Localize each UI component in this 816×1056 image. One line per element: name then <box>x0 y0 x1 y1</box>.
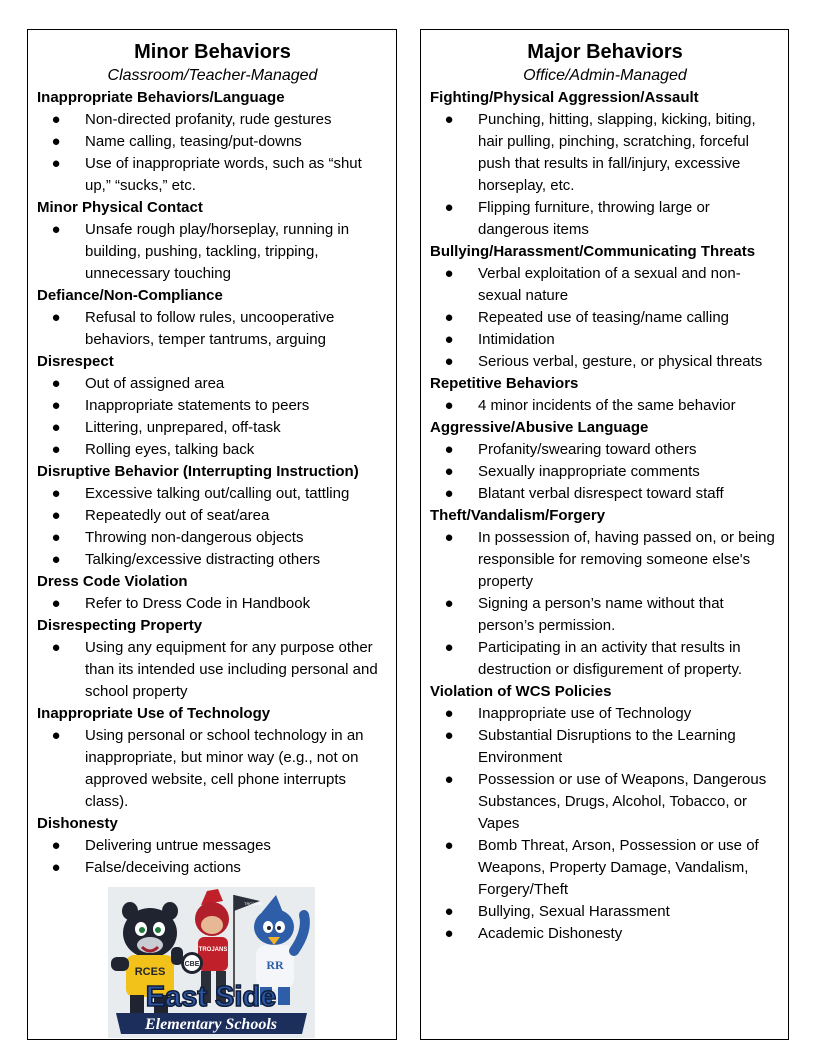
list-item-text: Bomb Threat, Arson, Possession or use of Weapons, Property Damage, Vandalism, Forgery/Theft <box>478 837 759 898</box>
list-item-text: Inappropriate statements to peers <box>85 397 310 414</box>
bullet-icon: ● <box>51 111 61 128</box>
behavior-list <box>430 527 780 681</box>
list-item-text: Rolling eyes, talking back <box>85 441 255 458</box>
list-item <box>430 329 780 351</box>
list-item-text: Blatant verbal disrespect toward staff <box>478 485 724 502</box>
section-heading: Minor Physical Contact <box>37 199 203 216</box>
list-item-text: Unsafe rough play/horseplay, running in building, pushing, tackling, tripping, unnecessary touching <box>85 221 350 282</box>
bullet-icon: ● <box>444 727 454 744</box>
list-item-text: Bullying, Sexual Harassment <box>478 903 670 920</box>
list-item <box>430 395 780 417</box>
column-subtitle: Classroom/Teacher-Managed <box>107 67 318 84</box>
east-side-logo <box>108 887 315 1038</box>
behavior-list <box>37 219 388 285</box>
behavior-list <box>430 263 780 373</box>
list-item <box>37 131 388 153</box>
behavior-list <box>430 395 780 417</box>
section-heading: Inappropriate Behaviors/Language <box>37 89 285 106</box>
section-heading: Violation of WCS Policies <box>430 683 612 700</box>
list-item-text: Non-directed profanity, rude gestures <box>85 111 332 128</box>
list-item <box>430 769 780 835</box>
behavior-list <box>37 307 388 351</box>
section-list <box>37 87 388 879</box>
list-item-text: Refusal to follow rules, uncooperative behaviors, temper tantrums, arguing <box>85 309 335 348</box>
list-item <box>430 725 780 769</box>
list-item-text: Possession or use of Weapons, Dangerous Substances, Drugs, Alcohol, Tobacco, or Vapes <box>478 771 767 832</box>
list-item-text: Participating in an activity that results in destruction or disfigurement of property. <box>478 639 743 678</box>
svg-text:TROJANS: TROJANS <box>198 947 228 953</box>
list-item <box>37 593 388 615</box>
bullet-icon: ● <box>444 837 454 854</box>
behavior-list <box>430 439 780 505</box>
bullet-icon: ● <box>51 221 61 238</box>
bullet-icon: ● <box>51 529 61 546</box>
behavior-list <box>37 725 388 813</box>
bullet-icon: ● <box>51 859 61 876</box>
bullet-icon: ● <box>444 265 454 282</box>
list-item <box>430 483 780 505</box>
behavior-list <box>37 593 388 615</box>
section-heading: Repetitive Behaviors <box>430 375 579 392</box>
list-item-text: False/deceiving actions <box>85 859 241 876</box>
bullet-icon: ● <box>444 331 454 348</box>
bullet-icon: ● <box>51 375 61 392</box>
behavior-list <box>37 483 388 571</box>
list-item-text: Inappropriate use of Technology <box>478 705 692 722</box>
list-item <box>37 483 388 505</box>
list-item <box>37 307 388 351</box>
section-heading: Disrespect <box>37 353 114 370</box>
bullet-icon: ● <box>444 639 454 656</box>
list-item-text: In possession of, having passed on, or being responsible for removing someone else's property <box>478 529 775 590</box>
list-item <box>37 835 388 857</box>
list-item <box>37 505 388 527</box>
bullet-icon: ● <box>51 507 61 524</box>
section-heading: Disruptive Behavior (Interrupting Instruction) <box>37 463 359 480</box>
list-item-text: Academic Dishonesty <box>478 925 623 942</box>
bullet-icon: ● <box>51 133 61 150</box>
list-item-text: Using any equipment for any purpose other than its intended use including personal and school property <box>85 639 378 700</box>
list-item <box>430 901 780 923</box>
list-item <box>430 703 780 725</box>
list-item <box>430 461 780 483</box>
section-heading: Disrespecting Property <box>37 617 203 634</box>
list-item <box>430 923 780 945</box>
list-item-text: Sexually inappropriate comments <box>478 463 700 480</box>
bullet-icon: ● <box>51 309 61 326</box>
bullet-icon: ● <box>51 551 61 568</box>
list-item <box>37 219 388 285</box>
section-list <box>430 87 780 945</box>
list-item <box>37 395 388 417</box>
bullet-icon: ● <box>444 353 454 370</box>
column-subtitle: Office/Admin-Managed <box>523 67 687 84</box>
list-item-text: Verbal exploitation of a sexual and non-sexual nature <box>478 265 741 304</box>
list-item-text: Throwing non-dangerous objects <box>85 529 304 546</box>
svg-text:East Side: East Side <box>145 981 277 1013</box>
svg-text:CBE: CBE <box>184 961 200 968</box>
list-item <box>430 593 780 637</box>
list-item <box>430 307 780 329</box>
bullet-icon: ● <box>51 639 61 656</box>
list-item-text: Out of assigned area <box>85 375 225 392</box>
list-item-text: Using personal or school technology in an inappropriate, but minor way (e.g., not on approved website, cell phone interrupts class). <box>85 727 364 810</box>
list-item-text: Profanity/swearing toward others <box>478 441 697 458</box>
minor-behaviors-column <box>27 29 397 1040</box>
list-item-text: Signing a person’s name without that person’s permission. <box>478 595 724 634</box>
bullet-icon: ● <box>444 397 454 414</box>
list-item-text: Littering, unprepared, off-task <box>85 419 281 436</box>
list-item-text: Repeatedly out of seat/area <box>85 507 270 524</box>
list-item <box>37 373 388 395</box>
list-item <box>37 109 388 131</box>
list-item-text: Punching, hitting, slapping, kicking, biting, hair pulling, pinching, scratching, forceful push that results in fall/injury, excessive horseplay, etc. <box>478 111 756 194</box>
behavior-list <box>37 637 388 703</box>
list-item-text: Name calling, teasing/put-downs <box>85 133 302 150</box>
list-item <box>430 263 780 307</box>
behavior-list <box>37 835 388 879</box>
list-item <box>37 725 388 813</box>
bullet-icon: ● <box>444 309 454 326</box>
svg-text:RR: RR <box>266 958 284 972</box>
list-item <box>430 439 780 461</box>
svg-text:TROJANS: TROJANS <box>244 901 263 906</box>
bullet-icon: ● <box>444 199 454 216</box>
svg-text:Elementary Schools: Elementary Schools <box>144 1016 278 1033</box>
behavior-list <box>430 703 780 945</box>
bullet-icon: ● <box>444 441 454 458</box>
list-item <box>37 439 388 461</box>
list-item-text: Excessive talking out/calling out, tattling <box>85 485 350 502</box>
list-item <box>430 109 780 197</box>
list-item-text: Delivering untrue messages <box>85 837 271 854</box>
behavior-list <box>37 109 388 197</box>
bullet-icon: ● <box>444 705 454 722</box>
section-heading: Defiance/Non-Compliance <box>37 287 223 304</box>
behavior-list <box>430 109 780 241</box>
list-item <box>430 527 780 593</box>
bullet-icon: ● <box>51 441 61 458</box>
bullet-icon: ● <box>444 463 454 480</box>
bullet-icon: ● <box>51 397 61 414</box>
section-heading: Dress Code Violation <box>37 573 188 590</box>
behavior-list <box>37 373 388 461</box>
list-item <box>430 835 780 901</box>
bullet-icon: ● <box>444 925 454 942</box>
list-item <box>37 549 388 571</box>
section-heading: Dishonesty <box>37 815 118 832</box>
bullet-icon: ● <box>444 771 454 788</box>
list-item-text: 4 minor incidents of the same behavior <box>478 397 736 414</box>
bullet-icon: ● <box>444 485 454 502</box>
column-title: Major Behaviors <box>527 41 683 63</box>
section-heading: Theft/Vandalism/Forgery <box>430 507 606 524</box>
list-item <box>37 417 388 439</box>
list-item-text: Talking/excessive distracting others <box>85 551 321 568</box>
list-item <box>37 527 388 549</box>
bullet-icon: ● <box>444 903 454 920</box>
section-heading: Inappropriate Use of Technology <box>37 705 271 722</box>
major-behaviors-column <box>420 29 789 1040</box>
bullet-icon: ● <box>51 837 61 854</box>
list-item-text: Substantial Disruptions to the Learning Environment <box>478 727 736 766</box>
svg-text:RCES: RCES <box>134 966 166 978</box>
bullet-icon: ● <box>444 595 454 612</box>
list-item <box>430 351 780 373</box>
list-item-text: Refer to Dress Code in Handbook <box>85 595 311 612</box>
list-item <box>37 857 388 879</box>
bullet-icon: ● <box>51 595 61 612</box>
list-item-text: Flipping furniture, throwing large or dangerous items <box>478 199 710 238</box>
bullet-icon: ● <box>444 111 454 128</box>
list-item <box>430 197 780 241</box>
list-item-text: Use of inappropriate words, such as “shut up,” “sucks,” etc. <box>85 155 362 194</box>
bullet-icon: ● <box>51 419 61 436</box>
bullet-icon: ● <box>51 727 61 744</box>
section-heading: Aggressive/Abusive Language <box>430 419 649 436</box>
bullet-icon: ● <box>51 485 61 502</box>
list-item <box>37 153 388 197</box>
list-item-text: Serious verbal, gesture, or physical threats <box>478 353 763 370</box>
list-item <box>37 637 388 703</box>
list-item-text: Intimidation <box>478 331 555 348</box>
list-item-text: Repeated use of teasing/name calling <box>478 309 730 326</box>
bullet-icon: ● <box>444 529 454 546</box>
section-heading: Bullying/Harassment/Communicating Threats <box>430 243 756 260</box>
column-title: Minor Behaviors <box>134 41 291 63</box>
list-item <box>430 637 780 681</box>
bullet-icon: ● <box>51 155 61 172</box>
section-heading: Fighting/Physical Aggression/Assault <box>430 89 699 106</box>
